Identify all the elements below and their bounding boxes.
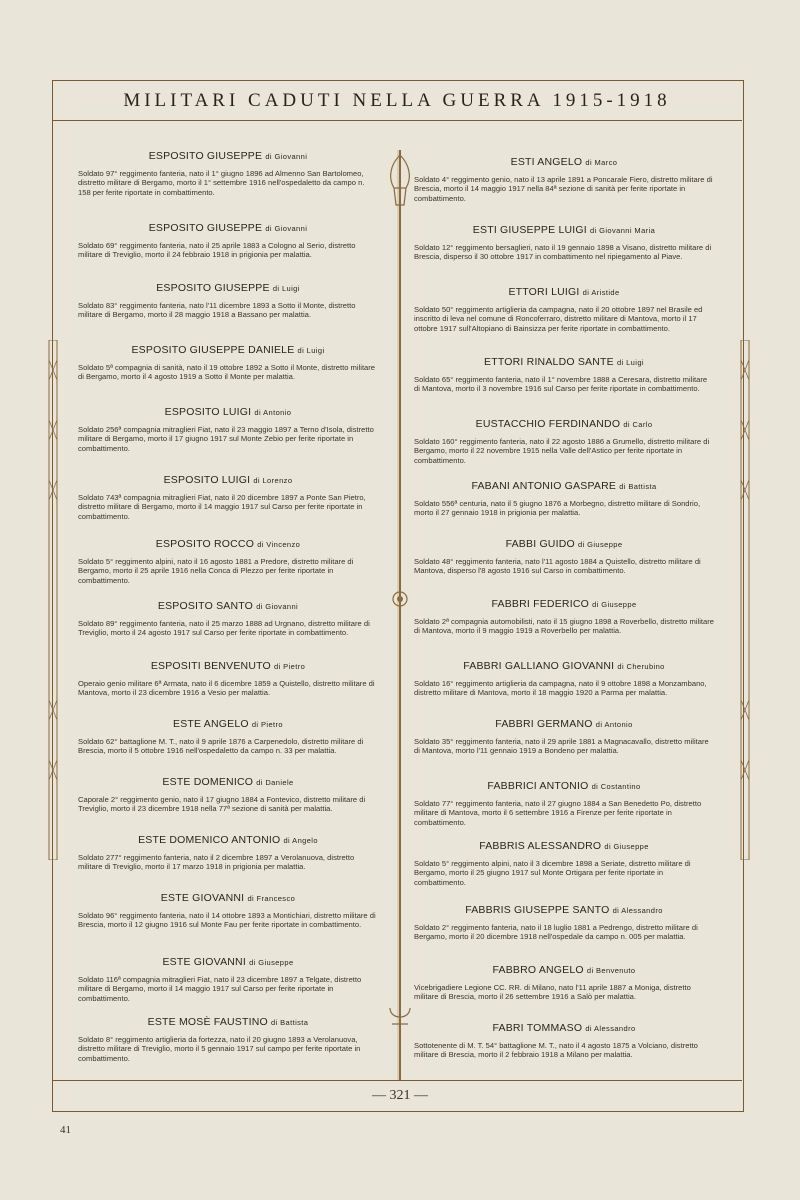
entry-text: Soldato 96° reggimento fanteria, nato il 14 ottobre 1893 a Montichiari, distretto militare di Brescia, morto il 12 giugno 1916 sul Monte Fau per ferite riportate in combattimento.: [78, 911, 376, 930]
entry-father: di Aristide: [582, 288, 620, 297]
entry-father: di Luigi: [272, 284, 300, 293]
entry-name: FABBRO ANGELO: [492, 964, 584, 976]
entry-father: di Costantino: [591, 782, 641, 791]
entry-father: di Giovanni: [265, 224, 308, 233]
entry-text: Operaio genio militare 6ª Armata, nato il 6 dicembre 1859 a Quistello, distretto militare di Mantova, morto il 23 dicembre 1916 a Vesio per malattia.: [78, 679, 375, 698]
right-side-pole-ornament: [732, 340, 758, 860]
entry: [414, 1022, 714, 1060]
entry: [78, 892, 378, 930]
entry-text: Soldato 2° reggimento fanteria, nato il 18 luglio 1881 a Pedrengo, distretto militare di Bergamo, morto il 20 dicembre 1918 nell'ospedale da campo n. 005 per malattia.: [414, 923, 698, 942]
entry-text: Soldato 556ª centuria, nato il 5 giugno 1876 a Morbegno, distretto militare di Sondrio, morto il 27 gennaio 1918 in prigionia per malattia.: [414, 499, 701, 518]
entry: [78, 776, 378, 814]
entry: [414, 660, 714, 698]
entry-name: ESTE DOMENICO: [162, 776, 254, 788]
footer-divider: [52, 1080, 742, 1081]
entry: [78, 718, 378, 756]
entry-father: di Francesco: [247, 894, 296, 903]
entry: [414, 718, 714, 756]
entry-father: di Angelo: [283, 836, 318, 845]
entry-father: di Battista: [619, 482, 657, 491]
entry-father: di Antonio: [595, 720, 633, 729]
entry-father: di Carlo: [623, 420, 653, 429]
entry-name: ESTE MOSÈ FAUSTINO: [147, 1016, 268, 1028]
entry-father: di Giuseppe: [577, 540, 623, 549]
entry-father: di Giuseppe: [249, 958, 294, 967]
entry-text: Soldato 2ª compagnia automobilisti, nato il 15 giugno 1898 a Roverbello, distretto militare di Mantova, morto il 9 maggio 1919 a Roverbello per malattia.: [414, 617, 714, 636]
entry-text: Soldato 5° reggimento alpini, nato il 16 agosto 1881 a Predore, distretto militare di Bergamo, morto il 25 aprile 1916 nella Conca di Plezzo per ferite riportate in combattimento.: [78, 557, 354, 585]
entry-name: ETTORI LUIGI: [508, 286, 580, 298]
entry-name: ESPOSITO LUIGI: [163, 474, 251, 486]
entry-name: ESPOSITO GIUSEPPE: [148, 150, 263, 162]
entry-father: di Lorenzo: [253, 476, 293, 485]
entry: [78, 1016, 378, 1063]
entry: [414, 598, 714, 636]
entry-text: Soldato 277° reggimento fanteria, nato il 2 dicembre 1897 a Verolanuova, distretto militare di Treviglio, morto il 17 marzo 1918 in prigionia per malattia.: [78, 853, 355, 872]
entry-name: ESTI GIUSEPPE LUIGI: [472, 224, 587, 236]
entry: [78, 344, 378, 382]
entry-father: di Antonio: [254, 408, 292, 417]
entry-name: ESPOSITO GIUSEPPE: [156, 282, 270, 294]
entry-name: ESTE DOMENICO ANTONIO: [138, 834, 281, 846]
entry-text: Soldato 48° reggimento fanteria, nato l'11 agosto 1884 a Quistello, distretto militare di Mantova, disperso l'8 agosto 1916 sul Carso in combattimento.: [414, 557, 701, 576]
entry-name: ESTE GIOVANNI: [160, 892, 245, 904]
acanthus-ornament-icon: [382, 968, 418, 1028]
left-side-pole-ornament: [40, 340, 66, 860]
entry: [78, 834, 378, 872]
entry: [414, 840, 714, 887]
entry: [78, 538, 378, 585]
entry-name: ESPOSITO GIUSEPPE DANIELE: [131, 344, 295, 356]
entry-text: Soldato 116ª compagnia mitraglieri Fiat, nato il 23 dicembre 1897 a Telgate, distretto militare di Bergamo, morto il 14 maggio 1917 sul Carso per ferite riportate in combattimento.: [78, 975, 362, 1003]
entry-father: di Alessandro: [612, 906, 663, 915]
entry: [78, 956, 378, 1003]
entry-father: di Benvenuto: [586, 966, 636, 975]
entry: [414, 904, 714, 942]
entry-father: di Pietro: [251, 720, 283, 729]
entry-text: Soldato 65° reggimento fanteria, nato il 1° novembre 1888 a Ceresara, distretto militare di Mantova, morto il 3 novembre 1916 sul Carso per ferite riportate in combattimento.: [414, 375, 708, 394]
rosette-ornament-icon: [391, 590, 409, 608]
entry-name: FABRI TOMMASO: [492, 1022, 583, 1034]
entry-name: FABBRIS ALESSANDRO: [479, 840, 602, 852]
entry-name: ETTORI RINALDO SANTE: [484, 356, 614, 368]
entry: [78, 282, 378, 320]
entry-text: Soldato 743ª compagnia mitraglieri Fiat, nato il 20 dicembre 1897 a Ponte San Pietro, distretto militare di Bergamo, morto il 14 maggio 1917 sul Carso per ferite riportate in combattimento.: [78, 493, 366, 521]
page-title: MILITARI CADUTI NELLA GUERRA 1915-1918: [52, 82, 742, 121]
entry-father: di Alessandro: [585, 1024, 636, 1033]
entry-name: ESTE GIOVANNI: [162, 956, 246, 968]
sheet-number: 41: [60, 1124, 71, 1136]
entry: [414, 156, 714, 203]
entry-father: di Giovanni Maria: [590, 226, 656, 235]
entry-text: Soldato 62° battaglione M. T., nato il 9 aprile 1876 a Carpenedolo, distretto militare di Brescia, morto il 5 ottobre 1916 nell'ospedaletto da campo n. 33 per malattia.: [78, 737, 364, 756]
entry-father: di Giuseppe: [592, 600, 637, 609]
entry-father: di Battista: [271, 1018, 309, 1027]
entry-text: Soldato 160° reggimento fanteria, nato il 22 agosto 1886 a Grumello, distretto militare di Bergamo, morto il 22 novembre 1915 nella Valle dell'Astico per ferite riportate in combattimento.: [414, 437, 710, 465]
entry-name: FABBRICI ANTONIO: [487, 780, 589, 792]
entry-text: Soldato 35° reggimento fanteria, nato il 29 aprile 1881 a Magnacavallo, distretto militare di Mantova, morto l'11 gennaio 1919 a Bondeno per malattia.: [414, 737, 709, 756]
entry-text: Soldato 83° reggimento fanteria, nato l'11 dicembre 1893 a Sotto il Monte, distretto militare di Bergamo, morto il 28 maggio 1918 a Bassano per malattia.: [78, 301, 356, 320]
entry-name: FABBRIS GIUSEPPE SANTO: [465, 904, 610, 916]
entry-name: FABBI GUIDO: [505, 538, 575, 550]
entry: [78, 406, 378, 453]
entry-name: ESPOSITI BENVENUTO: [150, 660, 271, 672]
entry-father: di Cherubino: [617, 662, 665, 671]
entry-father: di Daniele: [256, 778, 294, 787]
entry-name: FABANI ANTONIO GASPARE: [471, 480, 617, 492]
entry: [414, 224, 714, 262]
entry-father: di Giovanni: [256, 602, 299, 611]
entry-text: Soldato 77° reggimento fanteria, nato il 27 giugno 1884 a San Benedetto Po, distretto militare di Mantova, morto il 6 settembre 1916 a Firenze per ferite riportate in combattimento.: [414, 799, 702, 827]
entry: [414, 538, 714, 576]
entry-name: FABBRI GERMANO: [495, 718, 593, 730]
entry-name: FABBRI GALLIANO GIOVANNI: [463, 660, 615, 672]
entry-text: Soldato 5° reggimento alpini, nato il 3 dicembre 1898 a Seriate, distretto militare di Bergamo, morto il 25 giugno 1917 sul Monte Ortigara per ferite riportate in combattimento.: [414, 859, 691, 887]
entry-name: FABBRI FEDERICO: [491, 598, 589, 610]
center-pole-ornament: [396, 150, 404, 1080]
entry-name: ESPOSITO LUIGI: [164, 406, 252, 418]
entry-text: Soldato 8° reggimento artiglieria da fortezza, nato il 20 giugno 1893 a Verolanuova, distretto militare di Treviglio, morto il 5 gennaio 1917 sul campo per ferite riportate in combattimento.: [78, 1035, 361, 1063]
entry: [78, 600, 378, 638]
entry-name: ESPOSITO GIUSEPPE: [148, 222, 263, 234]
entry-text: Soldato 12° reggimento bersaglieri, nato il 19 gennaio 1898 a Visano, distretto militare di Brescia, disperso il 30 ottobre 1917 in combattimento nel ripiegamento al Piave.: [414, 243, 712, 262]
entry-father: di Giuseppe: [604, 842, 649, 851]
entry: [414, 418, 714, 465]
entry: [414, 964, 714, 1002]
entry-name: ESPOSITO ROCCO: [155, 538, 255, 550]
entry: [414, 286, 714, 333]
entry-father: di Giovanni: [265, 152, 308, 161]
entry-text: Soldato 5ª compagnia di sanità, nato il 19 ottobre 1892 a Sotto il Monte, distretto militare di Bergamo, morto il 4 agosto 1919 a Sotto il Monte per malattia.: [78, 363, 376, 382]
entry-father: di Pietro: [274, 662, 306, 671]
entry-father: di Luigi: [297, 346, 325, 355]
entry-text: Soldato 69° reggimento fanteria, nato il 25 aprile 1883 a Cologno al Serio, distretto militare di Treviglio, morto il 24 febbraio 1918 in prigionia per malattia.: [78, 241, 356, 260]
entry-text: Sottotenente di M. T. 54° battaglione M. T., nato il 4 agosto 1875 a Volciano, distretto militare di Brescia, morto il 2 febbraio 1918 a Milano per malattia.: [414, 1041, 698, 1060]
entry: [78, 660, 378, 698]
entry-name: ESTI ANGELO: [510, 156, 583, 168]
entry: [78, 474, 378, 521]
entry-text: Caporale 2° reggimento genio, nato il 17 giugno 1884 a Fontevico, distretto militare di Treviglio, morto il 23 dicembre 1918 nella 77ª sezione di sanità per malattia.: [78, 795, 366, 814]
entry: [414, 780, 714, 827]
entry-text: Soldato 256ª compagnia mitraglieri Fiat, nato il 23 maggio 1897 a Terno d'Isola, distretto militare di Bergamo, morto il 17 giugno 1917 sul Monte Zebio per ferite riportate in combattimento.: [78, 425, 374, 453]
entry-father: di Luigi: [616, 358, 644, 367]
entry-text: Soldato 4° reggimento genio, nato il 13 aprile 1891 a Poncarale Fiero, distretto militare di Brescia, morto il 14 maggio 1917 nella 84ª sezione di sanità per ferite riportate in combattimento.: [414, 175, 713, 203]
entry: [78, 150, 378, 197]
entry: [78, 222, 378, 260]
entry-father: di Vincenzo: [257, 540, 301, 549]
entry-text: Vicebrigadiere Legione CC. RR. di Milano, nato l'11 aprile 1887 a Moniga, distretto militare di Brescia, morto il 26 settembre 1916 a Salò per malattia.: [414, 983, 691, 1002]
entry: [414, 356, 714, 394]
page-number: — 321 —: [372, 1088, 428, 1103]
entry-father: di Marco: [585, 158, 618, 167]
entry-name: EUSTACCHIO FERDINANDO: [475, 418, 621, 430]
entry: [414, 480, 714, 518]
entry-name: ESPOSITO SANTO: [157, 600, 254, 612]
entry-text: Soldato 97° reggimento fanteria, nato il 1° giugno 1896 ad Almenno San Bartolomeo, distretto militare di Bergamo, morto il 1° settembre 1916 nell'ospedaletto da campo n. 158 per ferite riportate in combattimento.: [78, 169, 365, 197]
entry-text: Soldato 16° reggimento artiglieria da campagna, nato il 9 ottobre 1898 a Monzambano, distretto militare di Mantova, morto il 18 maggio 1920 a Parma per malattia.: [414, 679, 707, 698]
entry-name: ESTE ANGELO: [173, 718, 249, 730]
entry-text: Soldato 50° reggimento artiglieria da campagna, nato il 20 ottobre 1897 nel Brasile ed inscritto di leva nel comune di Roncoferraro, distretto militare di Mantova, morto il 17 ottobre 1917 sull'Altopiano di Bainsizza per ferite riportate in combattimento.: [414, 305, 703, 333]
entry-text: Soldato 89° reggimento fanteria, nato il 25 marzo 1888 ad Urgnano, distretto militare di Treviglio, morto il 24 agosto 1917 sul Carso per ferite riportate in combattimento.: [78, 619, 370, 638]
